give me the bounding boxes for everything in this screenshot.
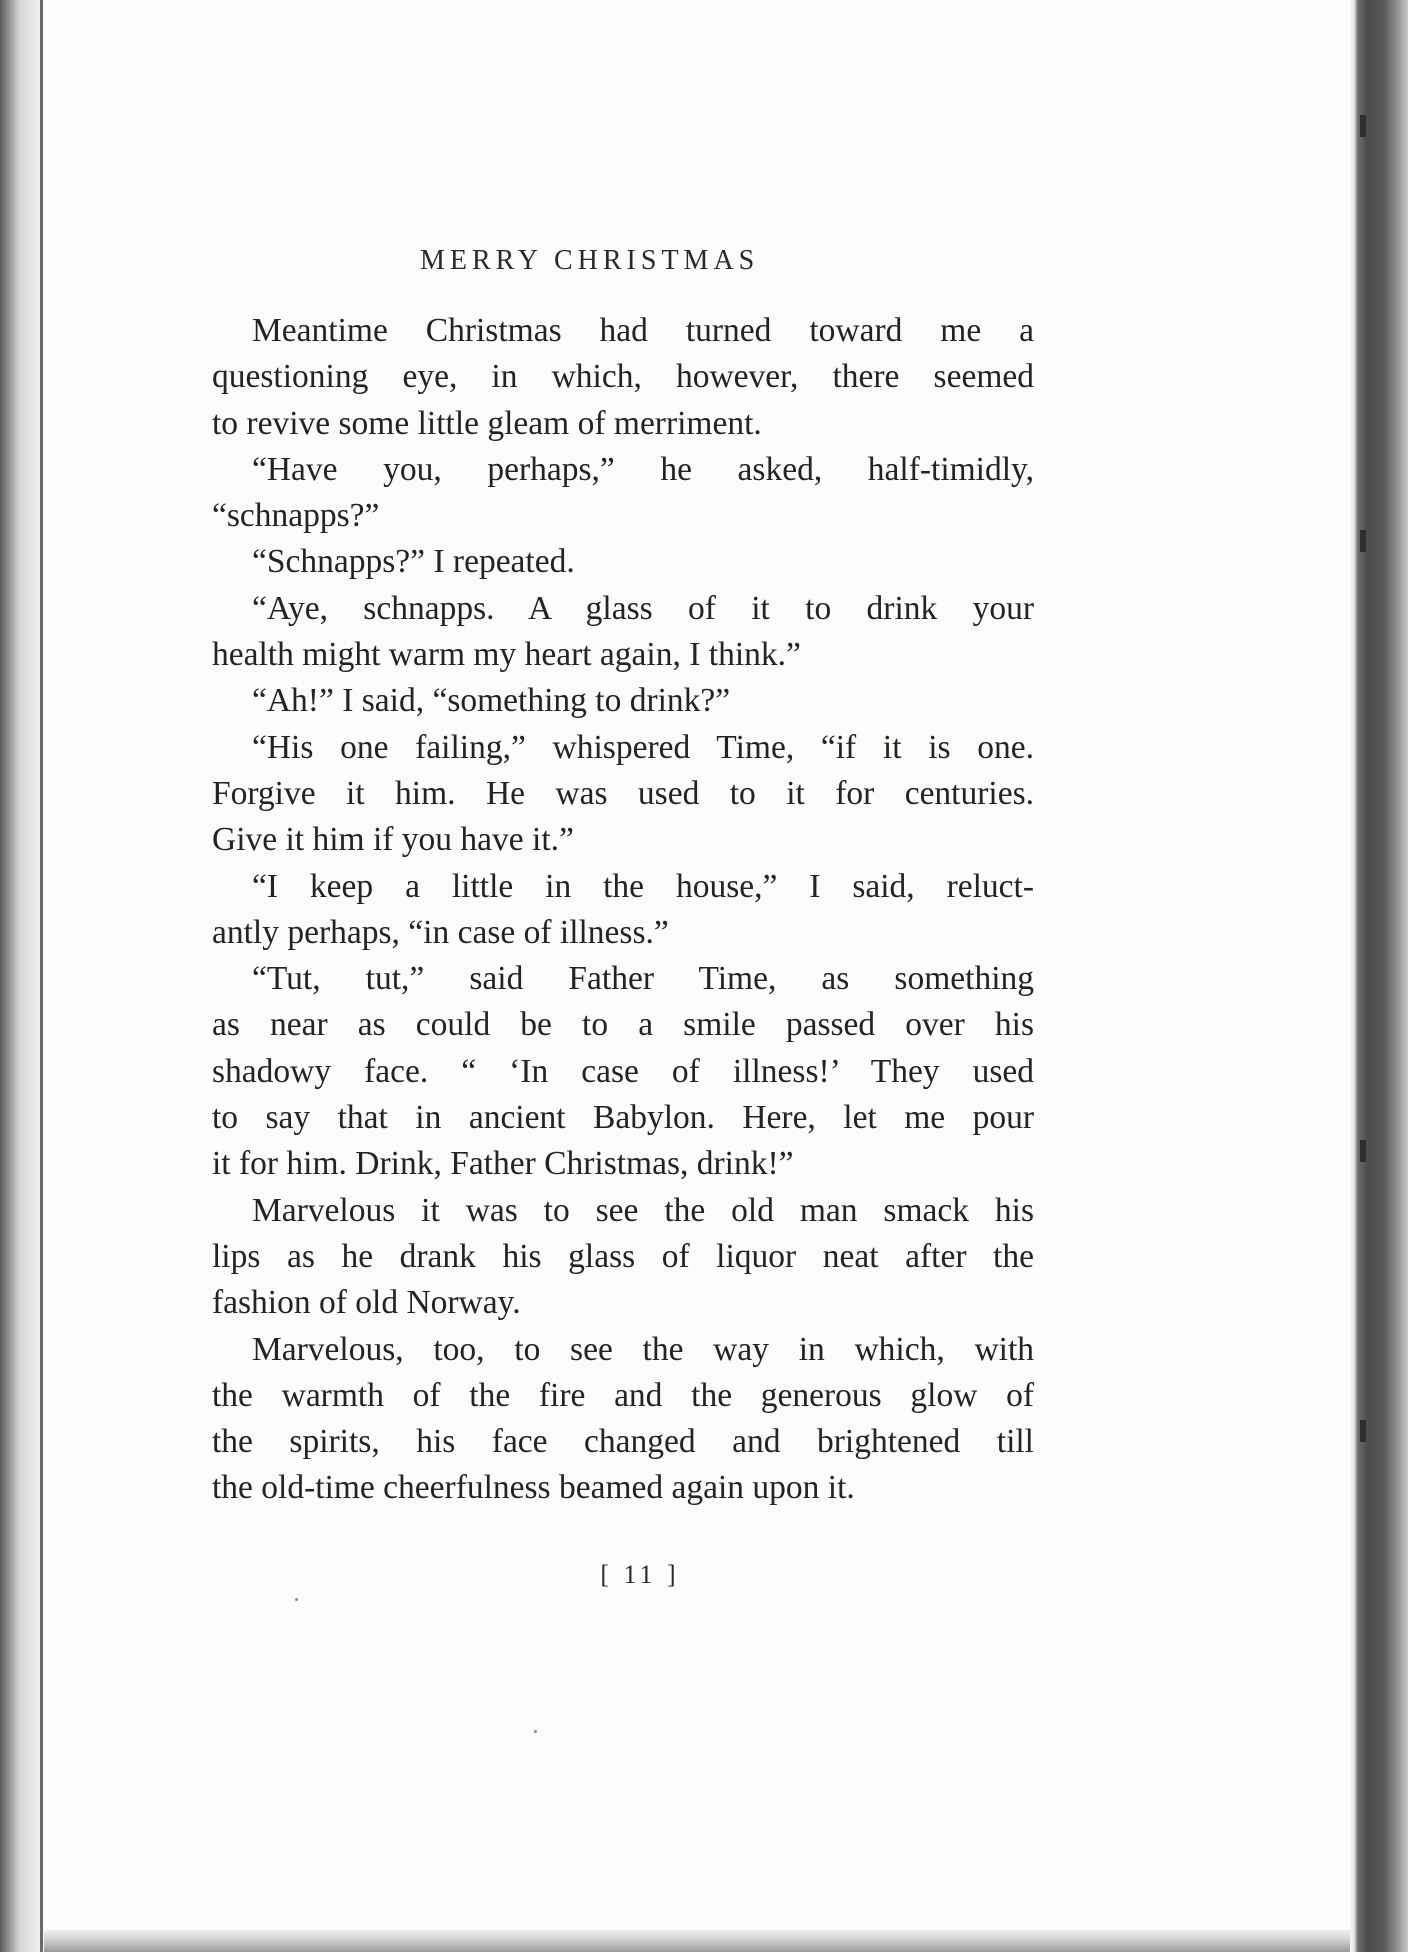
text-line: to revive some little gleam of merriment. (212, 404, 762, 442)
text-line: to say that in ancient Babylon. Here, let me pour (212, 1099, 1034, 1137)
text-line: Forgive it him. He was used to it for centuries. (212, 774, 1034, 812)
text-line: the warmth of the fire and the generous glow of (212, 1376, 1034, 1414)
text-line: “Have you, perhaps,” he asked, half-timidly, (252, 450, 1034, 488)
bottom-page-edge (44, 1930, 1350, 1952)
body-text (212, 308, 1034, 1512)
text-line: “Ah!” I said, “something to drink?” (252, 682, 731, 720)
text-line: it for him. Drink, Father Christmas, drink!” (212, 1145, 794, 1183)
text-line: “I keep a little in the house,” I said, reluct- (252, 867, 1034, 905)
paragraph (212, 308, 1034, 447)
text-line: Give it him if you have it.” (212, 821, 574, 859)
paragraph (212, 447, 1034, 540)
gutter-rule (40, 0, 43, 1952)
text-line: Marvelous it was to see the old man smack his (252, 1191, 1034, 1229)
text-line: health might warm my heart again, I think.” (212, 636, 801, 674)
text-line: the old-time cheerfulness beamed again upon it. (212, 1469, 855, 1507)
paragraph (212, 678, 1034, 724)
text-line: antly perhaps, “in case of illness.” (212, 913, 669, 951)
right-page-edge (1350, 0, 1408, 1952)
text-line: Meantime Christmas had turned toward me a (252, 312, 1034, 349)
text-line: Marvelous, too, to see the way in which, with (252, 1330, 1034, 1368)
paragraph (212, 864, 1034, 957)
text-line: shadowy face. “ ‘In case of illness!’ They used (212, 1052, 1034, 1090)
paragraph (212, 725, 1034, 864)
text-line: “Schnapps?” I repeated. (252, 543, 575, 581)
text-line: the spirits, his face changed and brightened till (212, 1423, 1034, 1461)
paragraph (212, 1327, 1034, 1512)
paragraph (212, 539, 1034, 585)
paragraph (212, 1188, 1034, 1327)
page-number: [ 11 ] (600, 1560, 680, 1589)
text-line: “His one failing,” whispered Time, “if it is one. (252, 728, 1034, 766)
text-line: “Aye, schnapps. A glass of it to drink your (252, 589, 1034, 627)
paper-speck (534, 1730, 537, 1733)
text-line: lips as he drank his glass of liquor neat after the (212, 1237, 1034, 1275)
text-line: fashion of old Norway. (212, 1284, 521, 1322)
running-head: MERRY CHRISTMAS (420, 245, 760, 276)
text-line: as near as could be to a smile passed over his (212, 1006, 1034, 1044)
text-line: “Tut, tut,” said Father Time, as something (252, 960, 1034, 998)
paragraph (212, 586, 1034, 679)
paper-speck (295, 1598, 298, 1601)
text-line: “schnapps?” (212, 497, 380, 535)
paragraph (212, 956, 1034, 1187)
text-line: questioning eye, in which, however, there seemed (212, 358, 1034, 396)
